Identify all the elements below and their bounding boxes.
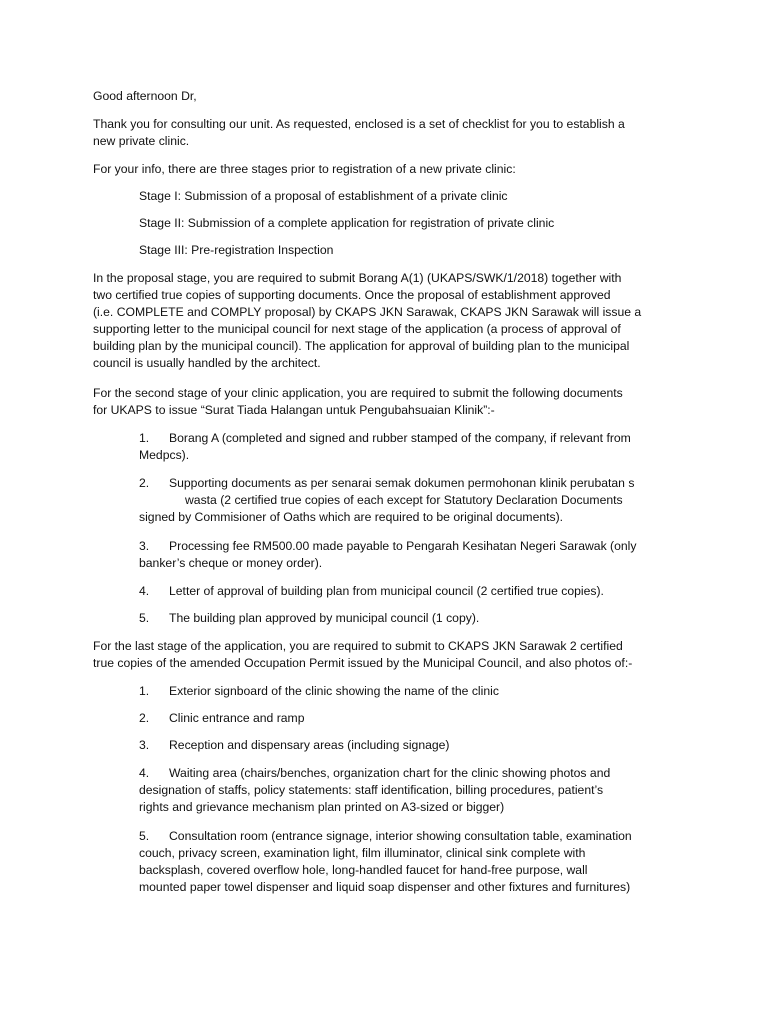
proposal-paragraph <box>93 270 683 372</box>
last-stage-item-3 <box>139 737 679 754</box>
item-number: 3. <box>139 539 150 553</box>
proposal-line: council is usually handled by the architect. <box>93 356 321 370</box>
proposal-line: (i.e. COMPLETE and COMPLY proposal) by CKAPS JKN Sarawak, CKAPS JKN Sarawak will issue a <box>93 305 642 319</box>
item-text: The building plan approved by municipal council (1 copy). <box>169 611 480 625</box>
item-text: Letter of approval of building plan from municipal council (2 certified true copies). <box>169 584 604 598</box>
item-text: designation of staffs, policy statements: staff identification, billing procedures, patient’s <box>139 783 604 797</box>
item-text: backsplash, covered overflow hole, long-handled faucet for hand-free purpose, wall <box>139 863 588 877</box>
proposal-line: supporting letter to the municipal council for next stage of the application (a process of approval of <box>93 322 621 336</box>
second-stage-paragraph <box>93 385 683 419</box>
item-text: signed by Commisioner of Oaths which are required to be original documents). <box>139 510 564 524</box>
item-text: couch, privacy screen, examination light, film illuminator, clinical sink complete with <box>139 846 586 860</box>
second-stage-item-2 <box>139 475 679 526</box>
intro-line: new private clinic. <box>93 134 190 148</box>
item-number: 4. <box>139 766 150 780</box>
item-text: banker’s cheque or money order). <box>139 556 323 570</box>
stages-intro: For your info, there are three stages prior to registration of a new private clinic: <box>93 162 516 176</box>
last-stage-line: true copies of the amended Occupation Permit issued by the Municipal Council, and also photos of:- <box>93 656 633 670</box>
item-number: 4. <box>139 584 150 598</box>
last-stage-item-1 <box>139 683 679 700</box>
second-stage-line: For the second stage of your clinic application, you are required to submit the following documents <box>93 386 623 400</box>
item-number: 2. <box>139 476 150 490</box>
last-stage-item-2 <box>139 710 679 727</box>
second-stage-item-3 <box>139 538 679 572</box>
item-text: Consultation room (entrance signage, interior showing consultation table, examination <box>169 829 632 843</box>
item-text: rights and grievance mechanism plan printed on A3-sized or bigger) <box>139 800 505 814</box>
last-stage-paragraph <box>93 638 683 672</box>
item-text: Clinic entrance and ramp <box>169 711 305 725</box>
item-number: 3. <box>139 738 150 752</box>
item-text: Waiting area (chairs/benches, organization chart for the clinic showing photos and <box>169 766 611 780</box>
item-number: 5. <box>139 829 150 843</box>
intro-paragraph <box>93 116 683 150</box>
item-text: Medpcs). <box>139 448 190 462</box>
proposal-line: In the proposal stage, you are required to submit Borang A(1) (UKAPS/SWK/1/2018) together with <box>93 271 622 285</box>
stage-3: Stage III: Pre-registration Inspection <box>139 243 334 257</box>
item-number: 1. <box>139 431 150 445</box>
intro-line: Thank you for consulting our unit. As requested, enclosed is a set of checklist for you to establish a <box>93 117 625 131</box>
item-text: wasta (2 certified true copies of each except for Statutory Declaration Documents <box>185 493 623 507</box>
item-text: Exterior signboard of the clinic showing the name of the clinic <box>169 684 499 698</box>
last-stage-item-4 <box>139 765 679 816</box>
item-text: Reception and dispensary areas (including signage) <box>169 738 450 752</box>
second-stage-line: for UKAPS to issue “Surat Tiada Halangan untuk Pengubahsuaian Klinik”:- <box>93 403 495 417</box>
item-number: 5. <box>139 611 150 625</box>
item-text: mounted paper towel dispenser and liquid soap dispenser and other fixtures and furnitures) <box>139 880 631 894</box>
item-number: 2. <box>139 711 150 725</box>
greeting: Good afternoon Dr, <box>93 89 197 103</box>
stage-2: Stage II: Submission of a complete application for registration of private clinic <box>139 216 555 230</box>
item-text: Borang A (completed and signed and rubber stamped of the company, if relevant from <box>169 431 631 445</box>
last-stage-line: For the last stage of the application, you are required to submit to CKAPS JKN Sarawak 2 certified <box>93 639 623 653</box>
item-text: Supporting documents as per senarai semak dokumen permohonan klinik perubatan s <box>169 476 635 490</box>
stage-1: Stage I: Submission of a proposal of establishment of a private clinic <box>139 189 508 203</box>
item-text: Processing fee RM500.00 made payable to Pengarah Kesihatan Negeri Sarawak (only <box>169 539 637 553</box>
proposal-line: building plan by the municipal council). The application for approval of building plan to the municipal <box>93 339 630 353</box>
second-stage-item-4 <box>139 583 679 600</box>
item-number: 1. <box>139 684 150 698</box>
proposal-line: two certified true copies of supporting documents. Once the proposal of establishment approved <box>93 288 611 302</box>
second-stage-item-5 <box>139 610 679 627</box>
last-stage-item-5 <box>139 828 679 896</box>
second-stage-item-1 <box>139 430 679 464</box>
